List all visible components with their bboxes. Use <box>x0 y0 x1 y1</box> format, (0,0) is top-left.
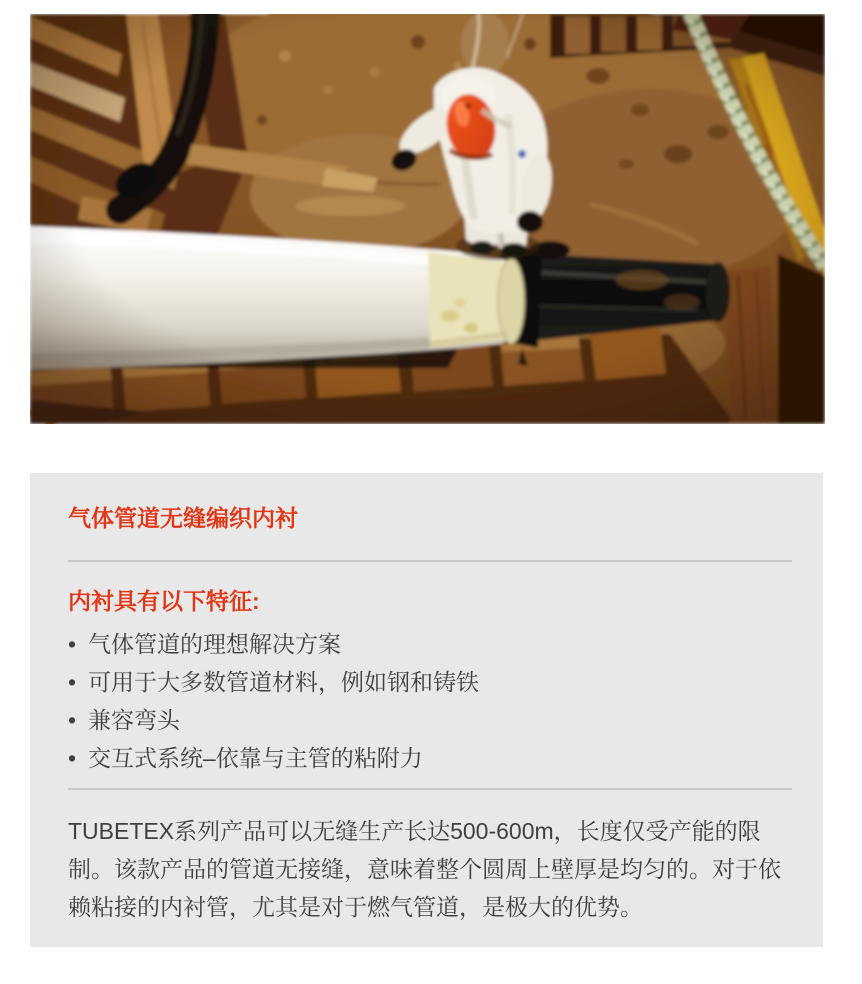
divider <box>68 560 792 562</box>
bullet-icon: • <box>68 745 77 772</box>
feature-item <box>68 625 792 663</box>
feature-text: 兼容弯头 <box>88 707 180 734</box>
site-photo <box>30 14 825 424</box>
feature-text: 气体管道的理想解决方案 <box>88 631 341 658</box>
bullet-icon: • <box>68 707 77 734</box>
feature-item <box>68 663 792 701</box>
feature-list <box>68 625 792 777</box>
site-photo-illustration <box>30 14 825 424</box>
divider <box>68 788 792 790</box>
product-info-card <box>30 473 823 947</box>
features-heading: 内衬具有以下特征: <box>68 587 260 614</box>
feature-text: 交互式系统–依靠与主管的粘附力 <box>88 745 423 772</box>
feature-item <box>68 701 792 739</box>
feature-text: 可用于大多数管道材料，例如钢和铸铁 <box>88 669 479 696</box>
feature-item <box>68 739 792 777</box>
bullet-icon: • <box>68 631 77 658</box>
product-description: TUBETEX系列产品可以无缝生产长达500-600m，长度仅受产能的限制。该款产品的管道无接缝，意味着整个圆周上壁厚是均匀的。对于依赖粘接的内衬管，尤其是对于燃气管道，是极大的优势。 <box>68 818 781 921</box>
product-title: 气体管道无缝编织内衬 <box>68 505 298 531</box>
bullet-icon: • <box>68 669 77 696</box>
